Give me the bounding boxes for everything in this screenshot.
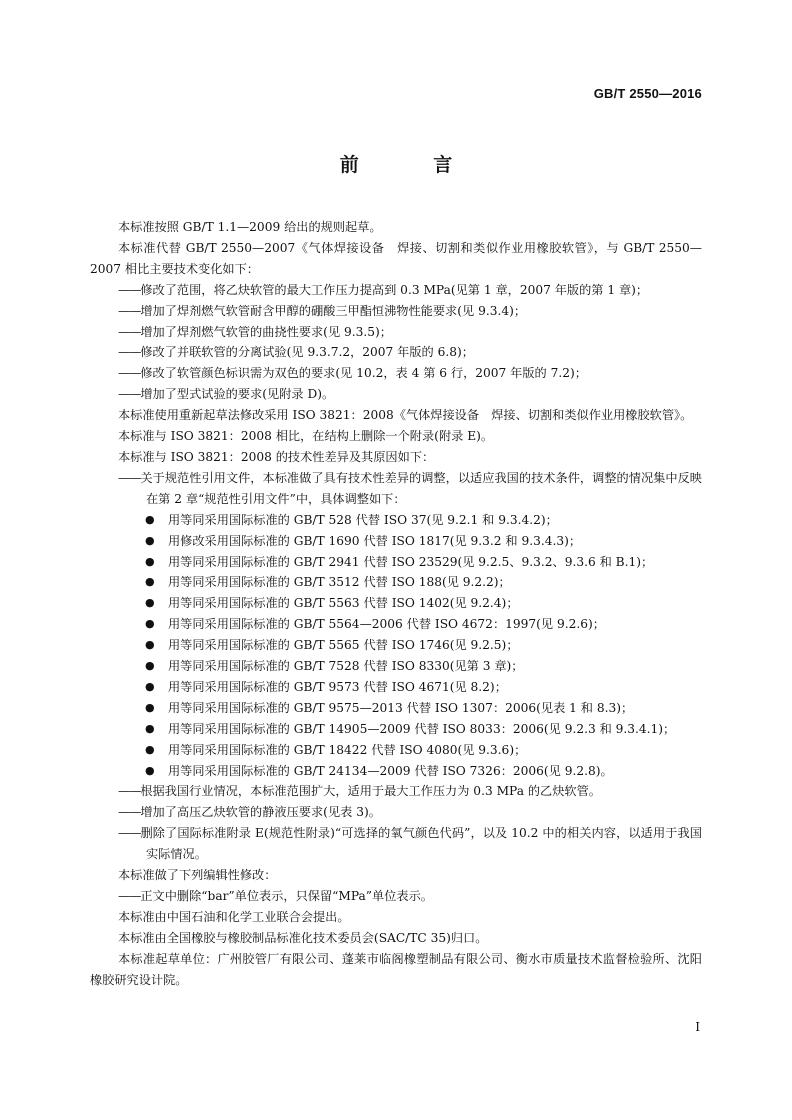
reference-item <box>90 656 702 677</box>
reference-text: 用修改采用国际标准的 GB/T 1690 代替 ISO 1817(见 9.3.2 和 9.3.4.3)； <box>168 533 582 548</box>
reference-text: 用等同采用国际标准的 GB/T 3512 代替 ISO 188(见 9.2.2)； <box>168 575 511 590</box>
bullet-icon: ● <box>145 596 155 610</box>
bullet-icon: ● <box>145 554 155 568</box>
reference-item <box>90 572 702 593</box>
reference-item <box>90 593 702 614</box>
change-item <box>90 322 702 343</box>
reference-item <box>90 552 702 573</box>
dash-mark: —— <box>118 387 141 402</box>
reference-item <box>90 614 702 635</box>
paragraph: 本标准使用重新起草法修改采用 ISO 3821：2008《气体焊接设备 焊接、切割和类似作业用橡胶软管》。 <box>118 408 693 423</box>
bullet-icon: ● <box>145 679 155 693</box>
reference-item <box>90 740 702 761</box>
change-text: 修改了并联软管的分离试验(见 9.3.7.2，2007 年版的 6.8)； <box>140 345 474 360</box>
bullet-icon: ● <box>145 742 155 756</box>
dash-mark: —— <box>118 282 141 297</box>
paragraph: 本标准由全国橡胶与橡胶制品标准化技术委员会(SAC/TC 35)归口。 <box>118 930 488 945</box>
change-text: 修改了软管颜色标识需为双色的要求(见 10.2，表 4 第 6 行，2007 年版的 7.2)； <box>140 366 587 381</box>
change-item <box>90 363 702 384</box>
paragraph: 本标准按照 GB/T 1.1—2009 给出的规则起草。 <box>118 220 382 234</box>
change-text: 增加了型式试验的要求(见附录 D)。 <box>140 387 335 402</box>
dash-mark: —— <box>118 470 141 485</box>
reference-item <box>90 761 702 782</box>
diff-text: 关于规范性引用文件，本标准做了具有技术性差异的调整，以适应我国的技术条件，调整的情况集中反映在第 2 章“规范性引用文件”中，具体调整如下： <box>140 470 702 506</box>
reference-text: 用等同采用国际标准的 GB/T 5564—2006 代替 ISO 4672：1997(见 9.2.6)； <box>168 617 605 632</box>
dash-mark: —— <box>118 805 141 820</box>
reference-text: 用等同采用国际标准的 GB/T 2941 代替 ISO 23529(见 9.2.5、9.3.2、9.3.6 和 B.1)； <box>168 554 654 569</box>
change-item <box>90 384 702 405</box>
diff-item <box>90 802 702 823</box>
change-item <box>90 342 702 363</box>
dash-mark: —— <box>118 366 141 381</box>
bullet-icon: ● <box>145 575 155 589</box>
paragraph: 本标准与 ISO 3821：2008 的技术性差异及其原因如下： <box>118 449 435 464</box>
bullet-icon: ● <box>145 700 155 714</box>
reference-text: 用等同采用国际标准的 GB/T 7528 代替 ISO 8330(见第 3 章)； <box>168 659 524 674</box>
reference-list <box>90 510 702 782</box>
diff-text: 删除了国际标准附录 E(规范性附录)“可选择的氧气颜色代码”，以及 10.2 中的相关内容，以适用于我国实际情况。 <box>140 826 702 862</box>
bullet-icon: ● <box>145 763 155 777</box>
bullet-icon: ● <box>145 659 155 673</box>
editorial-text: 正文中删除“bar”单位表示，只保留“MPa”单位表示。 <box>140 889 433 903</box>
paragraph: 本标准由中国石油和化学工业联合会提出。 <box>118 909 350 924</box>
dash-mark: —— <box>118 345 141 360</box>
page-number: I <box>695 1020 700 1034</box>
diff-item <box>90 823 702 865</box>
reference-item <box>90 635 702 656</box>
page-title: 前 言 <box>339 154 487 176</box>
change-item <box>90 280 702 301</box>
dash-mark: —— <box>118 324 141 339</box>
paragraph: 本标准代替 GB/T 2550—2007《气体焊接设备 焊接、切割和类似作业用橡胶软管》，与 GB/T 2550—2007 相比主要技术变化如下： <box>90 240 702 276</box>
reference-item <box>90 531 702 552</box>
bullet-icon: ● <box>145 638 155 652</box>
dash-mark: —— <box>118 784 141 799</box>
paragraph: 本标准起草单位：广州胶管厂有限公司、蓬莱市临阁橡塑制品有限公司、衡水市质量技术监督检验所、沈阳橡胶研究设计院。 <box>90 951 702 987</box>
standard-number: GB/T 2550—2016 <box>593 86 702 101</box>
reference-text: 用等同采用国际标准的 GB/T 24134—2009 代替 ISO 7326：2006(见 9.2.8)。 <box>168 763 613 778</box>
reference-text: 用等同采用国际标准的 GB/T 9573 代替 ISO 4671(见 8.2)； <box>168 679 507 694</box>
dash-mark: —— <box>118 826 141 841</box>
bullet-icon: ● <box>145 512 155 526</box>
reference-text: 用等同采用国际标准的 GB/T 528 代替 ISO 37(见 9.2.1 和 9.3.4.2)； <box>168 512 558 527</box>
change-item <box>90 301 702 322</box>
paragraph: 本标准做了下列编辑性修改： <box>118 868 277 883</box>
bullet-icon: ● <box>145 533 155 547</box>
reference-item <box>90 698 702 719</box>
reference-item <box>90 719 702 740</box>
reference-item <box>90 510 702 531</box>
diff-text: 增加了高压乙炔软管的静液压要求(见表 3)。 <box>140 805 381 820</box>
change-text: 修改了范围，将乙炔软管的最大工作压力提高到 0.3 MPa(见第 1 章，2007 年版的第 1 章)； <box>140 282 649 297</box>
bullet-icon: ● <box>145 721 155 735</box>
reference-text: 用等同采用国际标准的 GB/T 9575—2013 代替 ISO 1307：2006(见表 1 和 8.3)； <box>168 700 634 715</box>
document-body <box>90 217 702 991</box>
dash-mark: —— <box>118 303 141 318</box>
diff-item <box>90 781 702 802</box>
editorial-item <box>90 886 702 907</box>
reference-text: 用等同采用国际标准的 GB/T 18422 代替 ISO 4080(见 9.3.6)； <box>168 742 527 757</box>
change-text: 增加了焊剂燃气软管的曲挠性要求(见 9.3.5)； <box>140 324 392 339</box>
reference-text: 用等同采用国际标准的 GB/T 5563 代替 ISO 1402(见 9.2.4)； <box>168 596 519 611</box>
bullet-icon: ● <box>145 617 155 631</box>
paragraph: 本标准与 ISO 3821：2008 相比，在结构上删除一个附录(附录 E)。 <box>118 429 494 444</box>
diff-text: 根据我国行业情况，本标准范围扩大，适用于最大工作压力为 0.3 MPa 的乙炔软管。 <box>140 784 601 799</box>
diff-item <box>90 468 702 510</box>
reference-item <box>90 677 702 698</box>
reference-text: 用等同采用国际标准的 GB/T 5565 代替 ISO 1746(见 9.2.5)； <box>168 638 519 653</box>
reference-text: 用等同采用国际标准的 GB/T 14905—2009 代替 ISO 8033：2006(见 9.2.3 和 9.3.4.1)； <box>168 721 676 736</box>
dash-mark: —— <box>118 889 141 903</box>
change-text: 增加了焊剂燃气软管耐含甲醇的硼酸三甲酯恒沸物性能要求(见 9.3.4)； <box>140 303 527 318</box>
